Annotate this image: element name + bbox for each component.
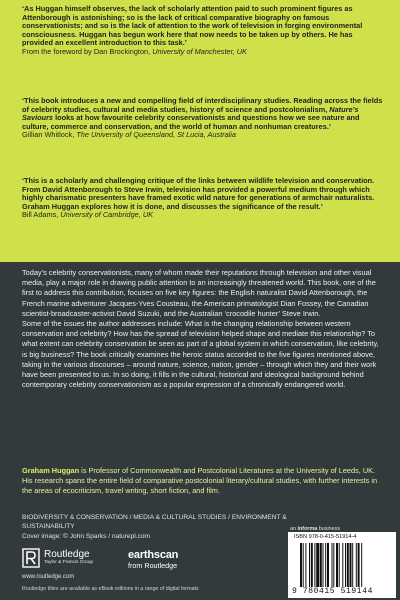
barcode-icon [300,543,384,587]
quote-1-attribution: From the foreword by Dan Brockington, University of Manchester, UK [22,46,247,56]
ebook-availability-note: Routledge titles are available as eBook editions in a range of digital formats [22,586,199,592]
isbn-number: 9 780415 519144 [292,587,374,596]
author-bio-text: is Professor of Commonwealth and Postcolonial Literatures at the University of Leeds, UK. His research spans the entire field of comparative postcolonial literary/cultural studies, with further interests in the areas of ecocriticism, travel writing, short fiction, and film. [22,466,378,496]
quote-2-text: ‘This book introduces a new and compelling field of interdisciplinary studies. Reading across the fields of celebrity studies, cultural and media studies, history of science and postcolonialism, Nature’s Saviours looks at how favourite celebrity conservationists and questions how we see nature and culture, commerce and conservation, and the world of human and nonhuman creatures.’ [22,96,383,131]
informa-business-tagline: an informa business [290,526,341,532]
quote-1 [22,5,384,57]
description [22,268,382,390]
description-paragraph-2: Some of the issues the author addresses include: What is the changing relationship between western conservation and celebrity? How has the spread of television helped shape and mediate this relationship? To what extent can celebrity conservation be seen as part of a global system in which conservation, like celebrity, is big business? The book critically examines the heroic status accorded to the five figures mentioned above, taking in the various discourses – around nature, science, nation, gender – through which they and their work have been presented to us. In so doing, it fills in the cultural, historical and ideological background behind contemporary celebrity conservationism as a popular expression of a chronically endangered world. [22,319,379,390]
earthscan-name: earthscan [128,549,179,561]
quote-3-text: ‘This is a scholarly and challenging critique of the links between wildlife television and conservation. From David Attenborough to Steve Irwin, television has provided a powerful medium through which highly charismatic presenters have framed exotic wild nature for generations of armchair naturalists. Graham Huggan explores how it is done, and discusses the significance of the result.’ [22,176,375,211]
routledge-group: Taylor & Francis Group [44,560,94,565]
quote-3 [22,177,384,220]
quote-1-text: ‘As Huggan himself observes, the lack of scholarly attention paid to such prominent figures as Attenborough is astonishing; so is the lack of critical comparative biography on famous conservationists; and so is the lack of attention to the work of television in forging environmental consciousness. Huggan has begun work here that now needs to be taken up by others. He has provided an excellent introduction to this task.’ [22,4,363,48]
isbn-label: ISBN 978-0-415-51914-4 [294,534,357,540]
quote-2-attribution: Gillian Whitlock, The University of Queensland, St Lucia, Australia [22,130,237,140]
earthscan-logo [128,550,178,570]
cover-image-credit: Cover image: © John Sparks / naturepl.com [22,533,150,540]
quote-3-attribution: Bill Adams, University of Cambridge, UK [22,210,154,220]
isbn-barcode [288,532,396,598]
earthscan-from-routledge: from Routledge [128,561,178,570]
quotes-panel [0,0,400,262]
subject-categories: BIODIVERSITY & CONSERVATION / MEDIA & CULTURAL STUDIES / ENVIRONMENT & SUSTAINABILITY [22,514,287,531]
routledge-url[interactable]: www.routledge.com [22,574,75,580]
routledge-name: Routledge [44,549,90,560]
routledge-logo [22,548,93,568]
routledge-mark-icon [22,548,40,568]
author-name: Graham Huggan [22,466,80,475]
description-paragraph-1: Today’s celebrity conservationists, many of whom made their reputations through television and other visual media, play a major role in drawing public attention to an increasingly threatened world. This book, one of the first to address this contribution, focuses on five key figures: the English naturalist David Attenborough, the French marine adventurer Jacques-Yves Cousteau, the American primatologist Dian Fossey, the Canadian scientist-broadcaster-activist David Suzuki, and the Australian ‘crocodile hunter’ Steve Irwin. [22,268,376,318]
author-bio [22,466,382,497]
quote-2 [22,97,384,140]
